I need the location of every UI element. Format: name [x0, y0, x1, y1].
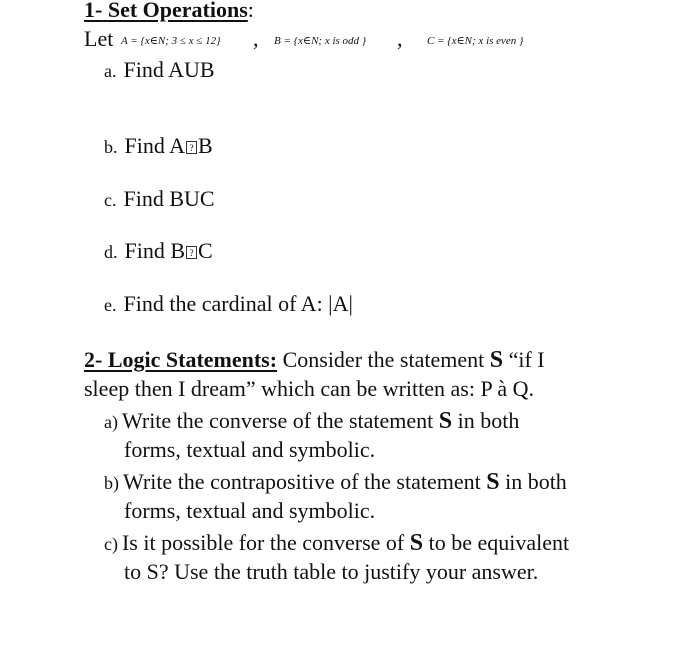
- question-d-text: Find B: [124, 238, 186, 263]
- comma-1: ,: [253, 26, 259, 51]
- logic-question-b-line-2: forms, textual and symbolic.: [124, 498, 376, 523]
- statement-s: S: [409, 530, 424, 556]
- section-1-title: Set Operations: [107, 0, 248, 22]
- question-e-label: e.: [104, 295, 117, 315]
- logic-question-c-text-after: to be equivalent: [423, 530, 570, 555]
- logic-question-a-line-2: forms, textual and symbolic.: [124, 437, 376, 462]
- question-c-text: Find BUC: [123, 186, 215, 211]
- logic-question-a: [104, 408, 519, 435]
- logic-question-b: [104, 469, 567, 496]
- statement-s: S: [489, 347, 504, 373]
- set-b-definition: B = {x∈N; x is odd }: [274, 35, 367, 47]
- question-a: [104, 57, 215, 83]
- missing-symbol-icon: ?: [186, 246, 197, 259]
- question-d-label: d.: [104, 242, 118, 262]
- logic-question-a-text-after: in both: [452, 408, 520, 433]
- missing-symbol-icon: ?: [186, 141, 197, 154]
- question-c-label: c.: [104, 190, 117, 210]
- logic-question-c-text: Is it possible for the converse of: [121, 530, 410, 555]
- section-2-heading: 2- Logic Statements:: [84, 347, 278, 372]
- section-2-intro: Consider the statement: [277, 347, 490, 372]
- statement-s: S: [438, 408, 453, 434]
- logic-question-c: [104, 530, 569, 557]
- section-2-line-2: sleep then I dream” which can be written as: P à Q.: [84, 376, 535, 401]
- question-e: [104, 291, 353, 317]
- logic-question-a-label: a): [104, 412, 118, 432]
- section-1-number: 1-: [84, 0, 103, 22]
- question-c: [104, 186, 215, 212]
- question-d: [104, 238, 213, 264]
- question-a-text: Find AUB: [123, 57, 215, 82]
- question-d-text-after: C: [198, 238, 213, 263]
- section-1-heading: [84, 0, 254, 23]
- question-b-text: Find A: [124, 133, 186, 158]
- question-b-label: b.: [104, 137, 118, 157]
- set-a-definition: A = {x∈N; 3 ≤ x ≤ 12}: [121, 35, 221, 47]
- logic-question-b-text-after: in both: [499, 469, 567, 494]
- question-e-text: Find the cardinal of A: |A|: [123, 291, 353, 316]
- logic-question-b-text: Write the contrapositive of the statement: [123, 469, 487, 494]
- set-c-definition: C = {x∈N; x is even }: [427, 35, 524, 47]
- section-2-quote-start: “if I: [503, 347, 545, 372]
- section-2-line-1: [84, 347, 545, 374]
- logic-question-c-line-2: to S? Use the truth table to justify your answer.: [124, 559, 539, 584]
- statement-s: S: [486, 469, 500, 495]
- section-1-colon: :: [247, 0, 254, 22]
- question-a-label: a.: [104, 61, 117, 81]
- logic-question-a-text: Write the converse of the statement: [121, 408, 439, 433]
- let-word: Let: [84, 26, 114, 51]
- question-b: [104, 133, 213, 159]
- comma-2: ,: [397, 26, 403, 51]
- section-1-title-underlined: [84, 0, 248, 22]
- logic-question-c-label: c): [104, 534, 118, 554]
- question-b-text-after: B: [198, 133, 213, 158]
- logic-question-b-label: b): [104, 473, 119, 493]
